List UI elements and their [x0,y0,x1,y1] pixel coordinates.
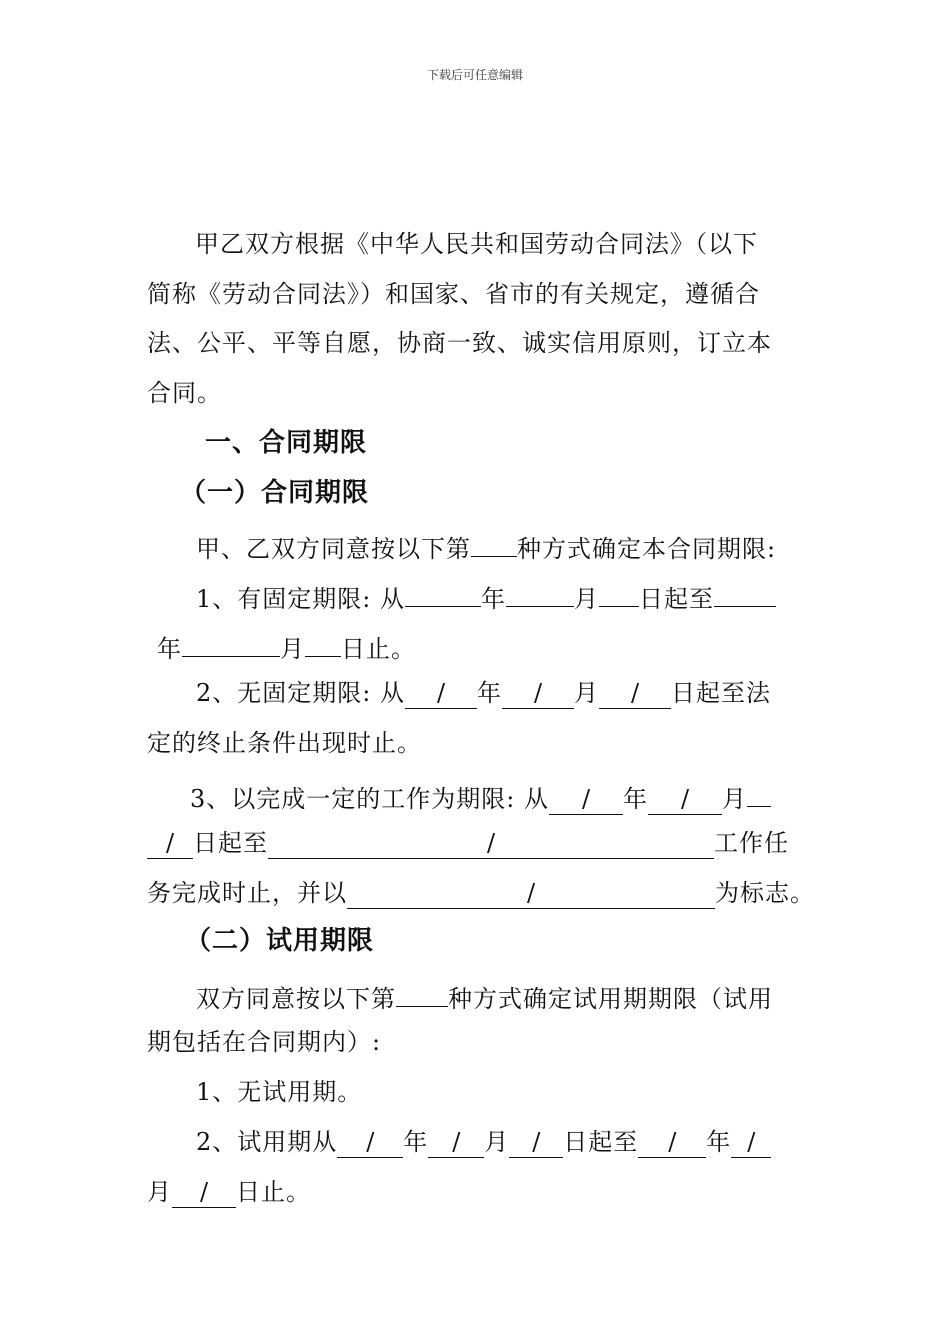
month-label: 月 [147,1178,172,1206]
day-from-label: 日起至 [638,585,714,613]
probation-method-prefix: 双方同意按以下第 [196,985,396,1013]
probation-method-blank[interactable] [396,978,448,1007]
probation-end-year-blank[interactable]: / [638,1129,706,1158]
preamble-line-4: 合同。 [147,379,222,407]
fixed-start-year-blank[interactable] [405,578,481,607]
open-start-year-blank[interactable]: / [405,680,477,709]
fixed-start-month-blank[interactable] [506,578,574,607]
preamble-line-1: 甲乙双方根据《中华人民共和国劳动合同法》（以下 [195,230,758,258]
preamble-line-2: 简称《劳动合同法》）和国家、省市的有关规定，遵循合 [147,280,760,308]
task-term-line-2 [147,828,789,859]
task-description-blank[interactable]: / [268,830,714,859]
fixed-end-year-blank[interactable] [714,578,776,607]
open-term-line-1 [196,678,771,709]
probation-end-day-blank[interactable]: / [172,1179,236,1208]
task-term-line-3 [147,878,815,909]
month-label: 月 [573,679,599,707]
probation-start-day-blank[interactable]: / [509,1129,563,1158]
open-term-line-2: 定的终止条件出现时止。 [147,729,422,757]
probation-option-2-line-2 [147,1177,311,1208]
probation-method-line-2: 期包括在合同期内）: [147,1028,382,1056]
term-method-blank[interactable] [471,528,517,557]
month-label: 月 [721,785,747,813]
fixed-term-line-1 [196,578,776,614]
probation-start-month-blank[interactable]: / [428,1129,484,1158]
task-marker-blank[interactable]: / [347,880,715,909]
fixed-end-month-blank[interactable] [182,628,280,657]
probation-start-year-blank[interactable]: / [337,1129,403,1158]
year-label: 年 [476,679,502,707]
fixed-term-label: 1、有固定期限: 从 [196,585,405,613]
preamble-line-3: 法、公平、平等自愿，协商一致、诚实信用原则，订立本 [147,329,772,357]
term-method-prefix: 甲、乙双方同意按以下第 [196,535,471,563]
probation-option-1: 1、无试用期。 [196,1078,363,1106]
month-label: 月 [484,1128,510,1156]
fixed-start-day-blank[interactable] [599,578,639,607]
task-start-month-blank[interactable]: / [648,786,722,815]
year-label: 年 [157,635,182,663]
fixed-term-line-2 [157,628,416,664]
term-method-line [196,528,776,564]
subsection-1-heading: （一）合同期限 [180,478,370,508]
task-term-line-1 [190,778,771,815]
day-from-label: 日起至 [193,829,268,857]
year-label: 年 [480,585,506,613]
probation-method-suffix: 种方式确定试用期期限（试用 [448,985,773,1013]
task-complete-label: 工作任 [714,829,789,857]
year-label: 年 [706,1128,732,1156]
task-marker-label: 为标志。 [715,879,815,907]
task-start-day-blank-part1[interactable] [747,778,771,807]
day-from-label: 日起至法 [670,679,771,707]
probation-method-line [196,978,773,1014]
probation-end-month-blank[interactable]: / [731,1129,771,1158]
open-start-day-blank[interactable]: / [599,680,671,709]
month-label: 月 [280,635,305,663]
task-complete-label-2: 务完成时止，并以 [147,879,347,907]
fixed-end-day-blank[interactable] [305,628,341,657]
task-start-year-blank[interactable]: / [549,786,623,815]
task-start-day-blank-part2[interactable]: / [147,830,193,859]
open-term-label: 2、无固定期限: 从 [196,679,405,707]
term-method-suffix: 种方式确定本合同期限: [517,535,777,563]
section-1-heading: 一、合同期限 [205,428,368,458]
task-term-label: 3、以完成一定的工作为期限: 从 [190,785,549,813]
year-label: 年 [403,1128,429,1156]
subsection-2-heading: （二）试用期限 [185,926,375,956]
page-header-note: 下载后可任意编辑 [426,68,523,82]
day-end-label: 日止。 [341,635,416,663]
day-from-label: 日起至 [563,1128,639,1156]
open-start-month-blank[interactable]: / [502,680,574,709]
year-label: 年 [622,785,648,813]
probation-option-2-line-1 [196,1127,771,1158]
day-end-label: 日止。 [236,1178,311,1206]
month-label: 月 [573,585,599,613]
probation-option-2-label: 2、试用期从 [196,1128,338,1156]
